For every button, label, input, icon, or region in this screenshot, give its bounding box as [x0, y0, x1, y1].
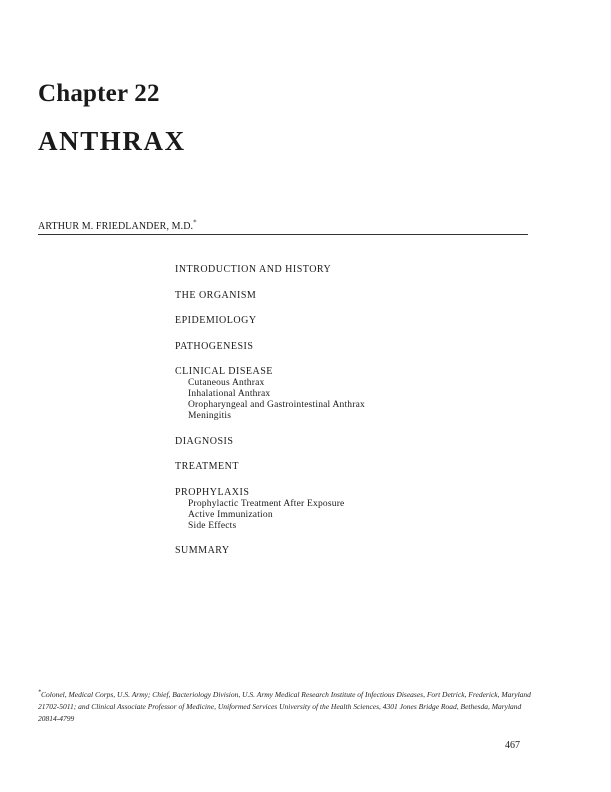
outline-section — [175, 366, 535, 422]
outline-section-title: PROPHYLAXIS — [175, 486, 250, 498]
author-line — [38, 218, 197, 232]
outline-subsection: Cutaneous Anthrax — [188, 378, 265, 388]
outline-section-title: TREATMENT — [175, 461, 239, 472]
outline-section — [175, 436, 535, 448]
footnote-marker: * — [38, 689, 41, 696]
outline-section — [175, 315, 535, 327]
chapter-title: ANTHRAX — [38, 126, 186, 156]
outline-section-title: DIAGNOSIS — [175, 435, 234, 447]
chapter-outline — [175, 264, 535, 571]
outline-section-title: CLINICAL DISEASE — [175, 366, 273, 377]
author-footnote — [38, 689, 538, 725]
outline-section — [175, 545, 535, 557]
outline-section-title: THE ORGANISM — [175, 289, 257, 301]
outline-subsection: Prophylactic Treatment After Exposure — [188, 498, 345, 509]
outline-section — [175, 341, 535, 353]
footnote-text: Colonel, Medical Corps, U.S. Army; Chief, Bacteriology Division, U.S. Army Medical Research Institute of Infectious Diseases, Fort Detrick, Frederick, Maryland 21702-5011; and Clinical Associate Professor of Medicine, Uniformed Services University of the Health Sciences, 4301 Jones Bridge Road, Bethesda, Maryland 20814-4799 — [38, 690, 531, 723]
outline-subsection: Inhalational Anthrax — [188, 389, 271, 399]
author-divider — [38, 234, 528, 235]
outline-section — [175, 461, 535, 473]
outline-subsection: Active Immunization — [188, 509, 273, 520]
page-number: 467 — [505, 740, 520, 751]
outline-section — [175, 290, 535, 302]
chapter-label: Chapter 22 — [38, 80, 160, 107]
outline-section-title: EPIDEMIOLOGY — [175, 315, 257, 326]
outline-subsection: Side Effects — [188, 520, 237, 531]
outline-section — [175, 264, 535, 276]
outline-subsection: Meningitis — [188, 411, 232, 421]
outline-section-title: SUMMARY — [175, 545, 230, 556]
outline-section-title: INTRODUCTION AND HISTORY — [175, 264, 332, 275]
outline-section — [175, 487, 535, 532]
author-name: ARTHUR M. FRIEDLANDER, M.D. — [38, 221, 194, 232]
outline-section-title: PATHOGENESIS — [175, 340, 254, 352]
author-footnote-marker: * — [193, 218, 197, 227]
outline-subsection: Oropharyngeal and Gastrointestinal Anthrax — [188, 400, 365, 410]
